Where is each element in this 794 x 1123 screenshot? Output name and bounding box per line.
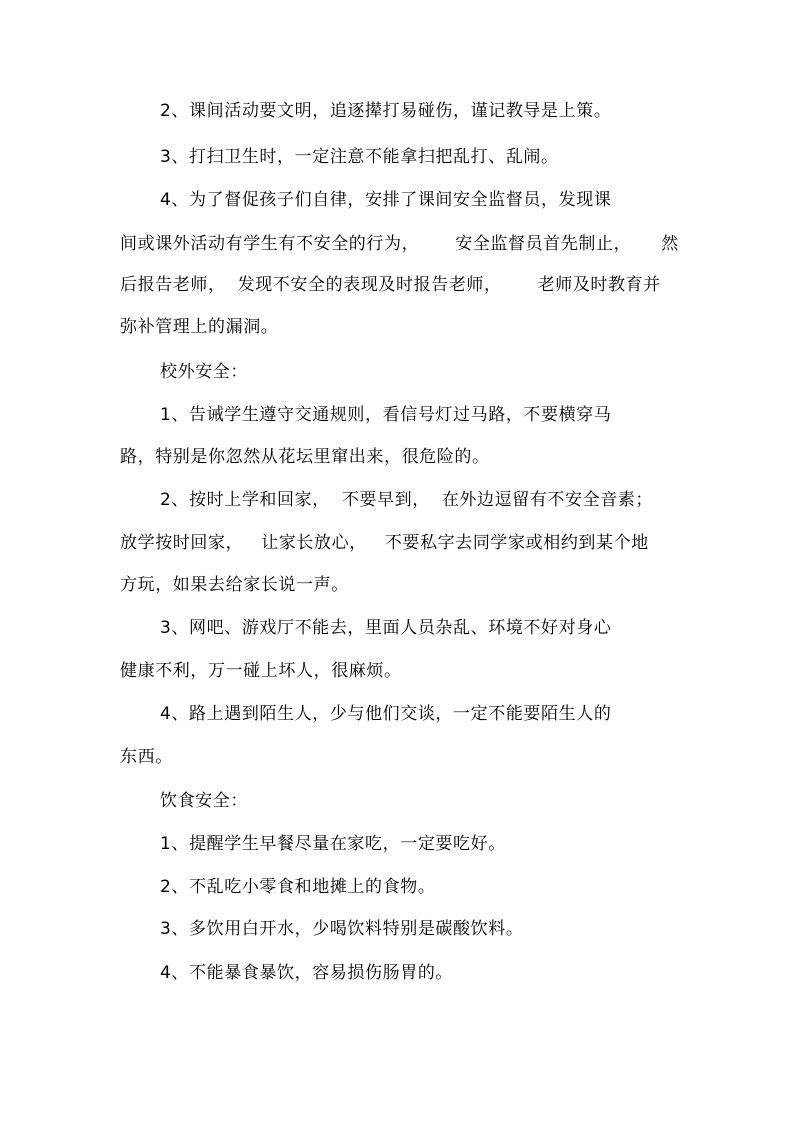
rule-line: 3、网吧、游戏厅不能去，里面人员杂乱、环境不好对身心 <box>160 618 612 638</box>
rule-line: 方玩，如果去给家长说一声。 <box>120 575 349 595</box>
section-heading-food-safety: 饮食安全： <box>160 791 248 811</box>
rule-line: 弥补管理上的漏洞。 <box>120 317 279 337</box>
rule-line: 4、为了督促孩子们自律，安排了课间安全监督员，发现课 <box>160 190 612 210</box>
rule-line: 2、按时上学和回家， 不要早到， 在外边逗留有不安全音素； <box>160 490 654 510</box>
rule-line: 3、多饮用白开水，少喝饮料特别是碳酸饮料。 <box>160 919 524 939</box>
rule-line: 路，特别是你忽然从花坛里窜出来，很危险的。 <box>120 447 490 467</box>
rule-line: 健康不利，万一碰上坏人，很麻烦。 <box>120 661 402 681</box>
rule-line: 东西。 <box>120 747 173 767</box>
section-heading-outside-school: 校外安全： <box>160 362 248 382</box>
rule-line: 2、课间活动要文明，追逐撵打易碰伤，谨记教导是上策。 <box>160 101 612 121</box>
rule-line: 后报告老师， 发现不安全的表现及时报告老师， 老师及时教育并 <box>120 275 661 295</box>
rule-line: 放学按时回家， 让家长放心， 不要私字去同学家或相约到某个地 <box>120 533 649 553</box>
rule-line: 间或课外活动有学生有不安全的行为， 安全监督员首先制止， 然 <box>120 234 679 254</box>
rule-line: 4、路上遇到陌生人，少与他们交谈，一定不能要陌生人的 <box>160 704 612 724</box>
rule-line: 4、不能暴食暴饮，容易损伤肠胃的。 <box>160 963 454 983</box>
rule-line: 1、告诫学生遵守交通规则，看信号灯过马路，不要横穿马 <box>160 405 612 425</box>
rule-line: 2、不乱吃小零食和地摊上的食物。 <box>160 877 436 897</box>
rule-line: 1、提醒学生早餐尽量在家吃，一定要吃好。 <box>160 834 506 854</box>
rule-line: 3、打扫卫生时，一定注意不能拿扫把乱打、乱闹。 <box>160 147 559 167</box>
